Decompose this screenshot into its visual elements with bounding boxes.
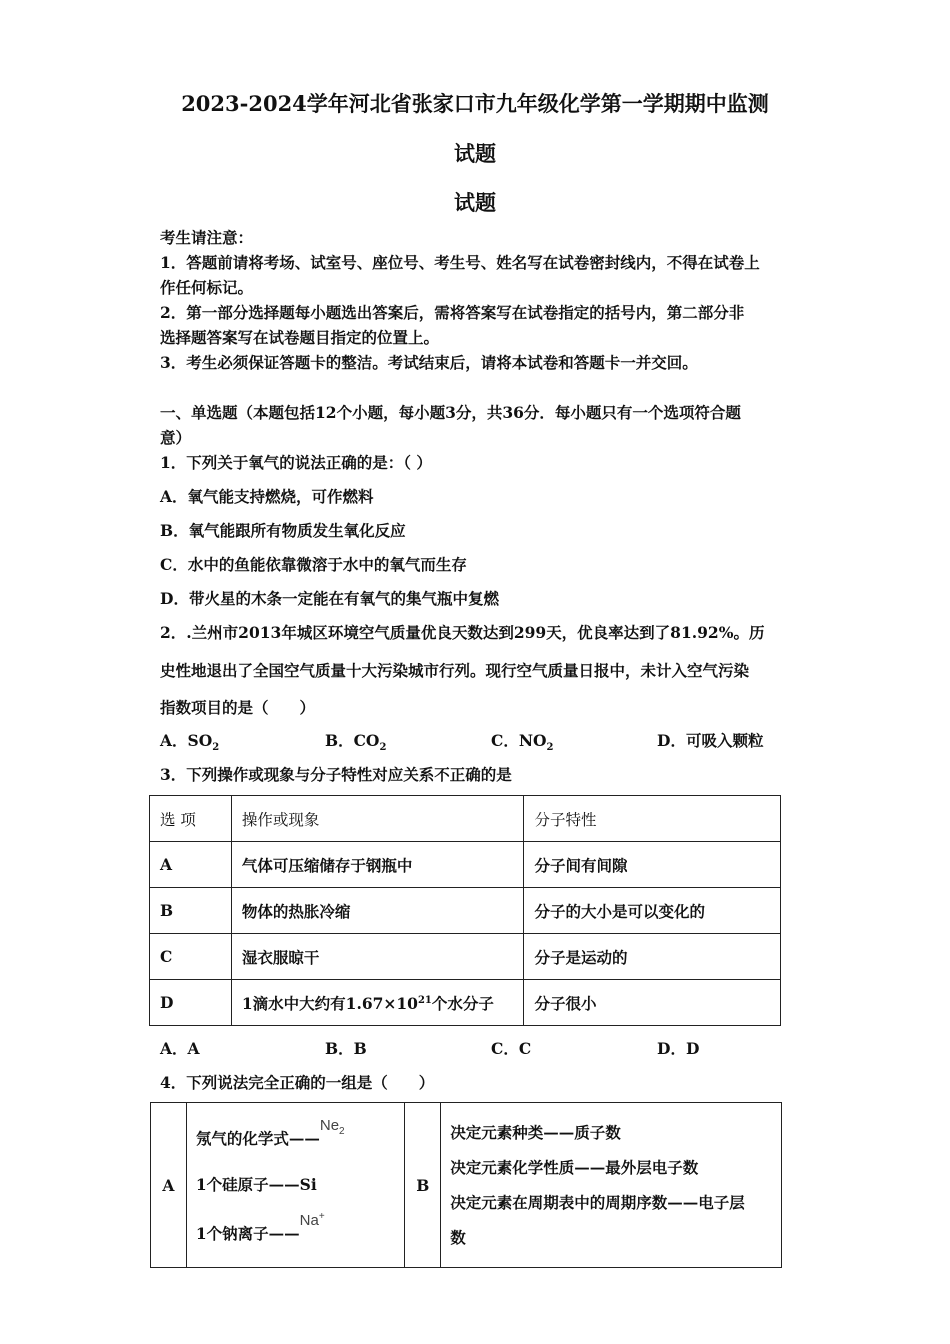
- q2-option-b: B．$CO_2$: [325, 731, 387, 754]
- q1-stem: 1．下列关于氧气的说法正确的是：（ ）: [160, 453, 432, 472]
- table-header-row: [150, 796, 781, 842]
- q3-table: [149, 795, 781, 1026]
- q1-option-b: B．氧气能跟所有物质发生氧化反应: [160, 521, 406, 540]
- table-cell-phenomenon: 1滴水中大约有$1.67\times 10^{21}$个水分子: [231, 980, 524, 1026]
- table-row: [151, 1103, 782, 1268]
- table-header: 选 项: [150, 796, 232, 842]
- table-cell-property: 分子的大小是可以变化的: [524, 888, 781, 934]
- q2-stem-line2: 史性地退出了全国空气质量十大污染城市行列。现行空气质量日报中，未计入空气污染: [160, 661, 750, 680]
- section-heading: 一、单选题（本题包括12个小题，每小题3分，共36分．每小题只有一个选项符合题: [160, 403, 741, 422]
- q3-option-c: C．C: [491, 1039, 532, 1058]
- table-cell-option: C: [150, 934, 232, 980]
- table-cell-property: 分子是运动的: [524, 934, 781, 980]
- q4-a-line-3: 1个钠离子——Na+: [195, 1211, 325, 1243]
- q4-stem: 4．下列说法完全正确的一组是（ ）: [160, 1073, 435, 1092]
- table-cell-property: 分子间有间隙: [524, 842, 781, 888]
- table-cell-phenomenon: 物体的热胀冷缩: [231, 888, 524, 934]
- q4-b-line-2: 决定元素化学性质——最外层电子数: [450, 1158, 699, 1177]
- formula-ne2: $Ne_2$: [319, 1117, 345, 1137]
- notice-item-2-cont: 选择题答案写在试卷题目指定的位置上。: [160, 328, 440, 347]
- notice-item-1-cont: 作任何标记。: [160, 278, 254, 297]
- exam-title-line1: 2023-2024学年河北省张家口市九年级化学第一学期期中监测: [181, 91, 769, 116]
- q4-b-line-1: 决定元素种类——质子数: [450, 1123, 621, 1142]
- table-cell-option: D: [150, 980, 232, 1026]
- exam-title-line2: 试题: [454, 141, 496, 166]
- table-row: [150, 934, 781, 980]
- table-row: [150, 842, 781, 888]
- q1-option-c: C．水中的鱼能依靠微溶于水中的氧气而生存: [160, 555, 467, 574]
- q4-cell-a: [186, 1103, 405, 1268]
- q4-a-line-2: 1个硅原子——Si: [195, 1175, 317, 1194]
- q3-option-a: A．A: [160, 1039, 200, 1058]
- q3-option-b: B．B: [325, 1039, 367, 1058]
- notice-item-1: 1．答题前请将考场、试室号、座位号、考生号、姓名写在试卷密封线内，不得在试卷上: [160, 253, 760, 272]
- q1-option-a: A．氧气能支持燃烧，可作燃料: [160, 487, 374, 506]
- q3-option-d: D．D: [657, 1039, 700, 1058]
- table-cell-phenomenon: 气体可压缩储存于钢瓶中: [231, 842, 524, 888]
- q2-option-c: C．$NO_2$: [491, 731, 554, 754]
- q2-stem-line3: 指数项目的是（ ）: [160, 698, 316, 717]
- table-cell-property: 分子很小: [524, 980, 781, 1026]
- section-heading-cont: 意）: [160, 428, 192, 447]
- formula-na-ion: Na+: [299, 1211, 325, 1229]
- table-cell-phenomenon: 湿衣服晾干: [231, 934, 524, 980]
- notice-item-3: 3．考生必须保证答题卡的整洁。考试结束后，请将本试卷和答题卡一并交回。: [160, 353, 698, 372]
- table-header: 操作或现象: [231, 796, 524, 842]
- q4-cell-b-label: B: [405, 1103, 441, 1268]
- table-row: [150, 980, 781, 1026]
- q4-cell-b: [441, 1103, 782, 1268]
- table-row: [150, 888, 781, 934]
- table-cell-option: A: [150, 842, 232, 888]
- q4-b-line-4: 数: [450, 1228, 466, 1247]
- q1-option-d: D．带火星的木条一定能在有氧气的集气瓶中复燃: [160, 589, 499, 608]
- q4-b-line-3: 决定元素在周期表中的周期序数——电子层: [450, 1193, 745, 1212]
- q3-stem: 3．下列操作或现象与分子特性对应关系不正确的是: [160, 765, 512, 784]
- exam-title-line3: 试题: [454, 190, 496, 215]
- notice-heading: 考生请注意：: [160, 228, 254, 247]
- q2-stem-line1: 2．.兰州市2013年城区环境空气质量优良天数达到299天，优良率达到了81.92%。历: [160, 623, 765, 642]
- q2-option-a: A．$SO_2$: [160, 731, 220, 754]
- q2-option-d: D．可吸入颗粒: [657, 731, 764, 750]
- notice-item-2: 2．第一部分选择题每小题选出答案后，需将答案写在试卷指定的括号内，第二部分非: [160, 303, 745, 322]
- q4-table: [150, 1102, 782, 1268]
- q4-cell-a-label: A: [151, 1103, 187, 1268]
- table-cell-option: B: [150, 888, 232, 934]
- q4-a-line-1: 氖气的化学式$——Ne_2$: [195, 1117, 345, 1148]
- table-header: 分子特性: [524, 796, 781, 842]
